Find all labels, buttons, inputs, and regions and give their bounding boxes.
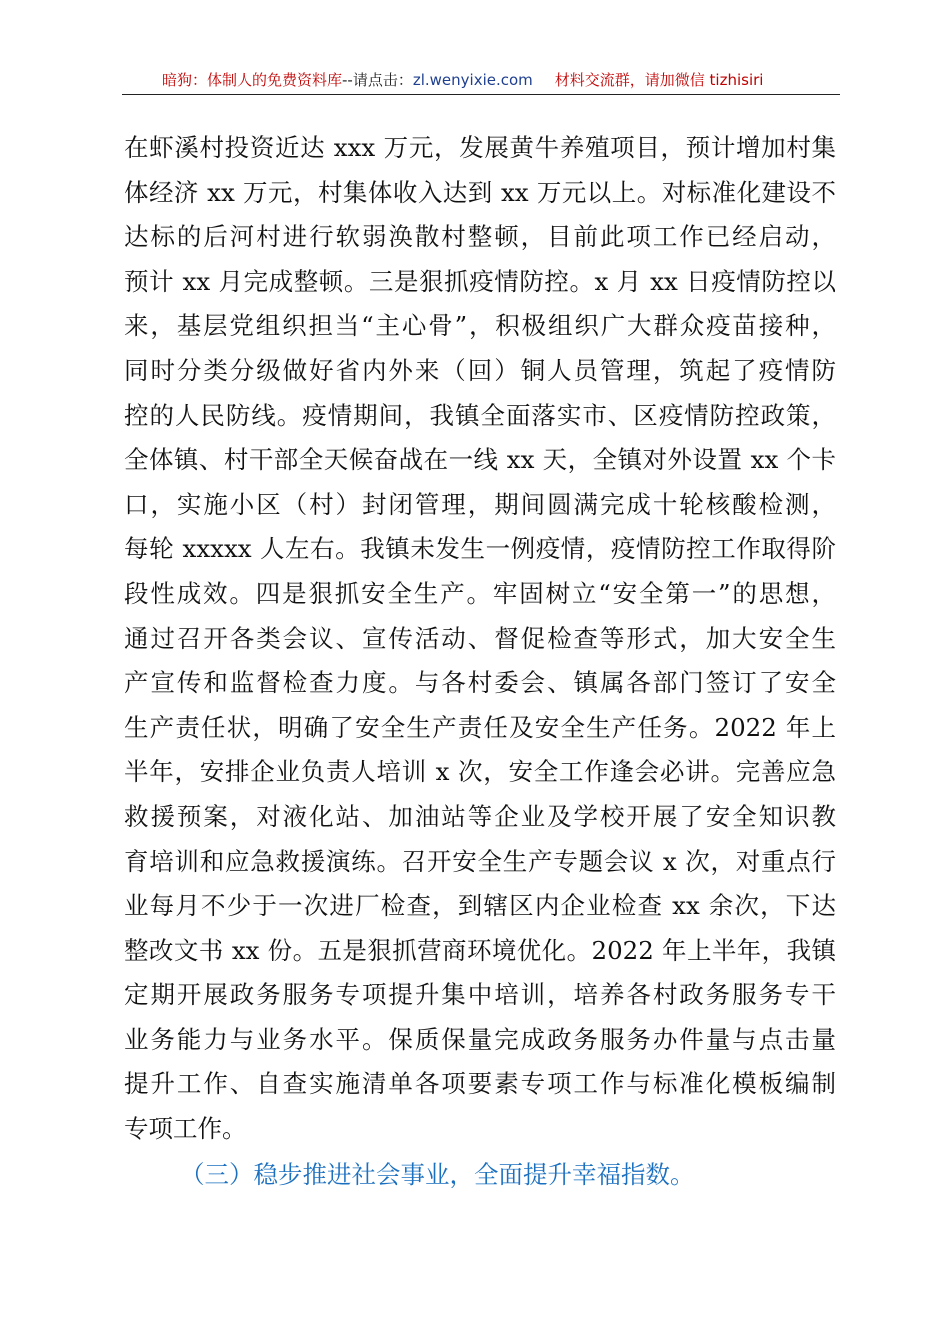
- body-line: 控的人民防线。疫情期间，我镇全面落实市、区疫情防控政策，: [124, 400, 836, 430]
- body-paragraph: [124, 126, 836, 1152]
- body-line: 体经济 xx 万元，村集体收入达到 xx 万元以上。对标准化建设不: [124, 177, 836, 207]
- page-header: [122, 66, 840, 95]
- body-line: 全体镇、村干部全天候奋战在一线 xx 天，全镇对外设置 xx 个卡: [124, 445, 836, 475]
- header-link[interactable]: zl.wenyixie.com: [412, 71, 533, 89]
- body-line: 育培训和应急救援演练。召开安全生产专题会议 x 次，对重点行: [124, 846, 836, 876]
- body-line: 救援预案，对液化站、加油站等企业及学校开展了安全知识教: [124, 801, 836, 831]
- header-prompt: --请点击：: [342, 71, 413, 89]
- body-line: 定期开展政务服务专项提升集中培训，培养各村政务服务专干: [124, 980, 836, 1010]
- body-line: 半年，安排企业负责人培训 x 次，安全工作逢会必讲。完善应急: [124, 757, 836, 787]
- body-line: 来，基层党组织担当“主心骨”，积极组织广大群众疫苗接种，: [124, 311, 836, 341]
- body-line: 口，实施小区（村）封闭管理，期间圆满完成十轮核酸检测，: [124, 489, 836, 519]
- body-line: 产宣传和监督检查力度。与各村委会、镇属各部门签订了安全: [124, 668, 836, 698]
- body-line: 业务能力与业务水平。保质保量完成政务服务办件量与点击量: [124, 1024, 836, 1054]
- body-line: 提升工作、自查实施清单各项要素专项工作与标准化模板编制: [124, 1069, 836, 1099]
- body-line: 业每月不少于一次进厂检查，到辖区内企业检查 xx 余次，下达: [124, 891, 836, 921]
- body-line: 生产责任状，明确了安全生产责任及安全生产任务。2022 年上: [124, 712, 836, 742]
- body-line: 达标的后河村进行软弱涣散村整顿，目前此项工作已经启动，: [124, 222, 836, 252]
- body-line: 预计 xx 月完成整顿。三是狠抓疫情防控。x 月 xx 日疫情防控以: [124, 266, 836, 296]
- body-line: 整改文书 xx 份。五是狠抓营商环境优化。2022 年上半年，我镇: [124, 935, 836, 965]
- header-contact: 材料交流群，请加微信 tizhisiri: [554, 71, 764, 89]
- body-line: 段性成效。四是狠抓安全生产。牢固树立“安全第一”的思想，: [124, 578, 836, 608]
- body-line: 同时分类分级做好省内外来（回）铜人员管理，筑起了疫情防: [124, 355, 836, 385]
- section-subheading: （三）稳步推进社会事业，全面提升幸福指数。: [180, 1160, 695, 1189]
- body-line: 通过召开各类会议、宣传活动、督促检查等形式，加大安全生: [124, 623, 836, 653]
- header-brand: 暗狗：体制人的免费资料库: [162, 71, 343, 89]
- body-line: 在虾溪村投资近达 xxx 万元，发展黄牛养殖项目，预计增加村集: [124, 133, 836, 162]
- body-line: 每轮 xxxxx 人左右。我镇未发生一例疫情，疫情防控工作取得阶: [124, 534, 836, 564]
- body-line: 专项工作。: [124, 1114, 247, 1144]
